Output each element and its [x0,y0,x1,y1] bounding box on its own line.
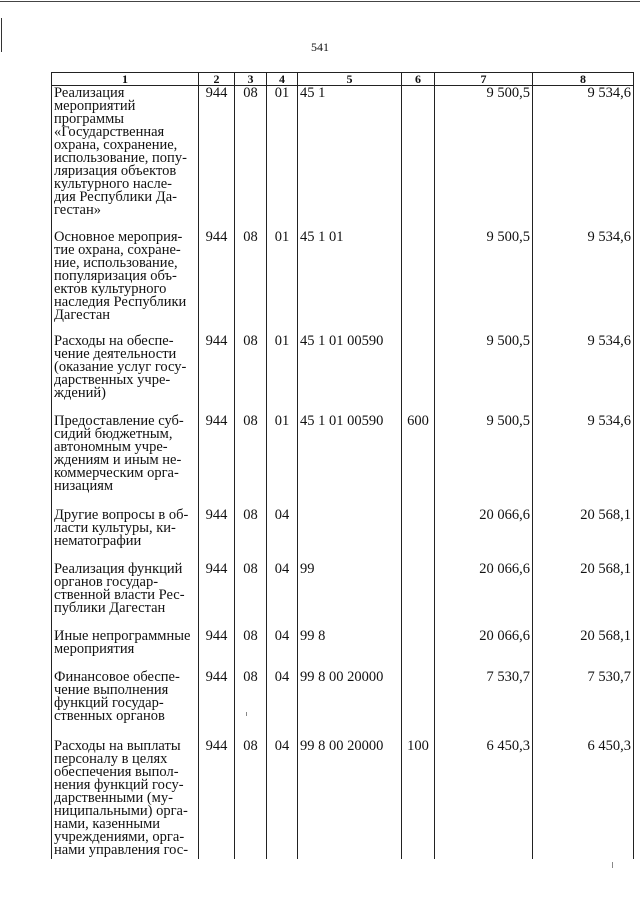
subsection-code: 04 [267,507,298,561]
row-description: Предоставление суб- сидий бюджетным, автономным учре- ждениям и иным не- коммерческим орга- низациям [52,413,199,507]
row-description: Основное мероприя- тие охрана, сохране- ние, использование, популяризация объ- ектов культурного наследия Республики Дагестан [52,229,199,333]
amount-col8: 9 534,6 [533,333,634,413]
subsection-code: 01 [267,333,298,413]
target-article-code: 45 1 01 00590 [298,413,402,507]
amount-col7: 9 500,5 [435,229,533,333]
subsection-code: 01 [267,229,298,333]
scan-speck [246,712,247,716]
row-description: Финансовое обеспе- чение выполнения функций государ- ственных органов [52,669,199,738]
section-code: 08 [235,561,267,628]
row-description: Расходы на выплаты персоналу в целях обеспечения выпол- нения функций госу- дарственными (му- ниципальными) орга- нами, казенными учреждениями, орга- нами управления гос- [52,738,199,859]
amount-col8: 20 568,1 [533,507,634,561]
section-code: 08 [235,413,267,507]
subsection-code: 04 [267,628,298,669]
expense-type-code [402,669,435,738]
top-scan-edge [0,1,640,2]
amount-col8: 9 534,6 [533,229,634,333]
column-header: 4 [267,73,298,86]
ministry-code: 944 [199,229,235,333]
target-article-code: 99 8 [298,628,402,669]
expense-type-code: 600 [402,413,435,507]
table-row [52,669,634,738]
expense-type-code [402,628,435,669]
amount-col8: 20 568,1 [533,561,634,628]
expense-type-code [402,561,435,628]
table-row [52,413,634,507]
table-row [52,507,634,561]
row-description: Реализация функций органов государ- ственной власти Рес- публики Дагестан [52,561,199,628]
column-header: 6 [402,73,435,86]
ministry-code: 944 [199,413,235,507]
expense-type-code [402,229,435,333]
ministry-code: 944 [199,669,235,738]
amount-col7: 20 066,6 [435,628,533,669]
table-row [52,738,634,859]
ministry-code: 944 [199,561,235,628]
row-description: Расходы на обеспе- чение деятельности (оказание услуг госу- дарственных учре- ждений) [52,333,199,413]
row-description: Иные непрограммные мероприятия [52,628,199,669]
amount-col7: 7 530,7 [435,669,533,738]
expense-type-code [402,86,435,229]
amount-col8: 7 530,7 [533,669,634,738]
table-row [52,86,634,229]
amount-col8: 20 568,1 [533,628,634,669]
amount-col7: 6 450,3 [435,738,533,859]
table-row [52,333,634,413]
amount-col8: 9 534,6 [533,413,634,507]
column-header: 3 [235,73,267,86]
section-code: 08 [235,229,267,333]
table-row [52,628,634,669]
amount-col7: 20 066,6 [435,561,533,628]
table-row [52,561,634,628]
row-description: Реализация мероприятий программы «Государственная охрана, сохранение, использование, попу- ляризация объектов культурного насле- дия Республики Да- гестан» [52,86,199,229]
subsection-code: 04 [267,669,298,738]
budget-table [51,72,634,859]
subsection-code: 01 [267,86,298,229]
expense-type-code: 100 [402,738,435,859]
row-description: Другие вопросы в об- ласти культуры, ки- нематографии [52,507,199,561]
column-header: 2 [199,73,235,86]
section-code: 08 [235,628,267,669]
table-row [52,229,634,333]
ministry-code: 944 [199,333,235,413]
amount-col7: 9 500,5 [435,333,533,413]
amount-col8: 9 534,6 [533,86,634,229]
column-header: 5 [298,73,402,86]
target-article-code: 45 1 01 [298,229,402,333]
amount-col8: 6 450,3 [533,738,634,859]
expense-type-code [402,333,435,413]
target-article-code: 99 8 00 20000 [298,738,402,859]
subsection-code: 04 [267,738,298,859]
section-code: 08 [235,738,267,859]
section-code: 08 [235,86,267,229]
target-article-code [298,507,402,561]
scan-speck [612,862,613,868]
section-code: 08 [235,333,267,413]
amount-col7: 9 500,5 [435,86,533,229]
ministry-code: 944 [199,738,235,859]
page-number: 541 [311,40,329,54]
subsection-code: 01 [267,413,298,507]
amount-col7: 20 066,6 [435,507,533,561]
target-article-code: 99 8 00 20000 [298,669,402,738]
column-header: 8 [533,73,634,86]
amount-col7: 9 500,5 [435,413,533,507]
column-header: 7 [435,73,533,86]
expense-type-code [402,507,435,561]
ministry-code: 944 [199,507,235,561]
target-article-code: 45 1 [298,86,402,229]
ministry-code: 944 [199,628,235,669]
section-code: 08 [235,669,267,738]
target-article-code: 99 [298,561,402,628]
subsection-code: 04 [267,561,298,628]
table-header-row [52,73,634,86]
ministry-code: 944 [199,86,235,229]
target-article-code: 45 1 01 00590 [298,333,402,413]
section-code: 08 [235,507,267,561]
column-header: 1 [52,73,199,86]
